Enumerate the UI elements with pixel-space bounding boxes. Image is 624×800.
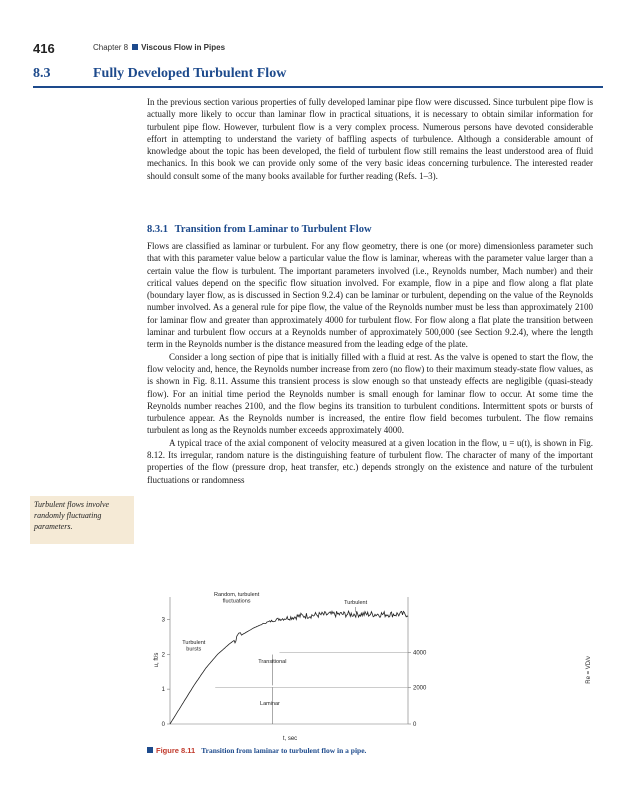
figure-label: Figure 8.11	[156, 746, 196, 755]
margin-note: Turbulent flows involve randomly fluctuating parameters.	[30, 496, 134, 544]
annotation-laminar: Laminar	[260, 700, 280, 707]
subsection-body	[147, 240, 593, 486]
figure-caption	[147, 746, 366, 755]
section-title: Fully Developed Turbulent Flow	[93, 66, 287, 81]
left-tick-label: 2	[161, 652, 165, 659]
transition-chart	[140, 582, 600, 744]
chapter-title: Viscous Flow in Pipes	[141, 43, 226, 52]
left-tick-label: 3	[161, 617, 165, 624]
annotation-line: fluctuations	[222, 598, 251, 605]
chapter-label	[93, 43, 225, 52]
square-bullet-icon	[147, 747, 153, 753]
x-axis-label: t, sec	[282, 736, 298, 742]
page-number: 416	[33, 41, 55, 56]
annotation-turbulent-bursts	[182, 640, 206, 653]
paragraph-3: A typical trace of the axial component of velocity measured at a given location in the flow, u = u(t), is shown in Fig. 8.12. Its irregular, random nature is the distinguishing feature of turbulent flow. The character of many of the important properties of the flow (pressure drop, heat transfer, etc.) depends strongly on the existence and nature of the turbulent fluctuations or randomness	[147, 437, 593, 485]
annotation-line: bursts	[186, 646, 202, 653]
subsection-title: Transition from Laminar to Turbulent Flow	[174, 224, 372, 235]
y-axis-label-right: Re = VD/ν	[586, 656, 592, 684]
annotation-transitional: Transitional	[258, 659, 287, 665]
intro-text: In the previous section various properties of fully developed laminar pipe flow were discussed. Since turbulent pipe flow is actually more likely to occur than laminar flow in practical situations, it is necessary to obtain similar information for turbulent pipe flow. However, turbulent flow is a very complex process. Numerous persons have devoted considerable effort in attempting to understand the variety of baffling aspects of turbulence. Although a considerable amount of knowledge about the topic has been developed, the field of turbulent flow still remains the least understood area of fluid mechanics. In this book we can provide only some of the very basic ideas concerning turbulence. The interested reader should consult some of the many books available for further reading (Refs. 1–3).	[147, 97, 593, 181]
right-tick-label: 0	[413, 722, 417, 728]
annotation-line: Turbulent	[182, 639, 206, 646]
left-tick-label: 1	[161, 687, 165, 694]
y-axis-label-left: u, ft/s	[154, 652, 160, 668]
subsection-number: 8.3.1	[147, 224, 168, 235]
annotation-line: Random, turbulent	[214, 592, 260, 598]
section-heading	[33, 64, 603, 88]
subsection-heading	[147, 224, 372, 235]
chapter-number: Chapter 8	[93, 43, 129, 52]
right-tick-label: 4000	[413, 650, 427, 657]
section-number: 8.3	[33, 66, 51, 81]
annotation-turbulent: Turbulent	[344, 600, 368, 606]
right-tick-label: 2000	[413, 685, 427, 692]
intro-paragraph	[147, 96, 593, 182]
velocity-trace	[170, 611, 408, 724]
square-bullet-icon	[132, 44, 138, 50]
paragraph-1: Flows are classified as laminar or turbulent. For any flow geometry, there is one (or more) dimensionless parameter such that with this parameter value below a particular value the flow is laminar, whereas with the parameter value larger than a certain value the flow is turbulent. The important parameters involved (i.e., Reynolds number, Mach number) and their critical values depend on the specific flow situation involved. For example, flow in a pipe and flow along a flat plate (boundary layer flow, as is discussed in Section 9.2.4) can be laminar or turbulent, depending on the value of the Reynolds number involved. As a general rule for pipe flow, the value of the Reynolds number must be less than approximately 2100 for laminar flow and greater than approximately 4000 for turbulent flow. For flow along a flat plate the transition between laminar and turbulent flow occurs at a Reynolds number of approximately 500,000 (see Section 9.2.4), where the length term in the Reynolds number is the distance measured from the leading edge of the plate.	[147, 241, 593, 350]
caption-text: Transition from laminar to turbulent flow in a pipe.	[201, 746, 367, 755]
figure-8-11	[140, 582, 600, 744]
running-head	[33, 41, 603, 57]
annotation-random-fluctuations	[214, 592, 260, 605]
paragraph-2: Consider a long section of pipe that is initially filled with a fluid at rest. As the valve is opened to start the flow, the flow velocity and, hence, the Reynolds number increase from zero (no flow) to their maximum steady-state flow values, as is shown in Fig. 8.11. Assume this transient process is slow enough so that unsteady effects are negligible (quasi-steady flow). For an initial time period the Reynolds number is small enough for laminar flow to occur. At some time the Reynolds number reaches 2100, and the flow begins its transition to turbulent conditions. Intermittent spots or bursts of turbulence appear. As the Reynolds number is increased, the entire flow field becomes turbulent. The flow remains turbulent as long as the Reynolds number exceeds approximately 4000.	[147, 351, 593, 436]
left-tick-label: 0	[161, 722, 165, 728]
